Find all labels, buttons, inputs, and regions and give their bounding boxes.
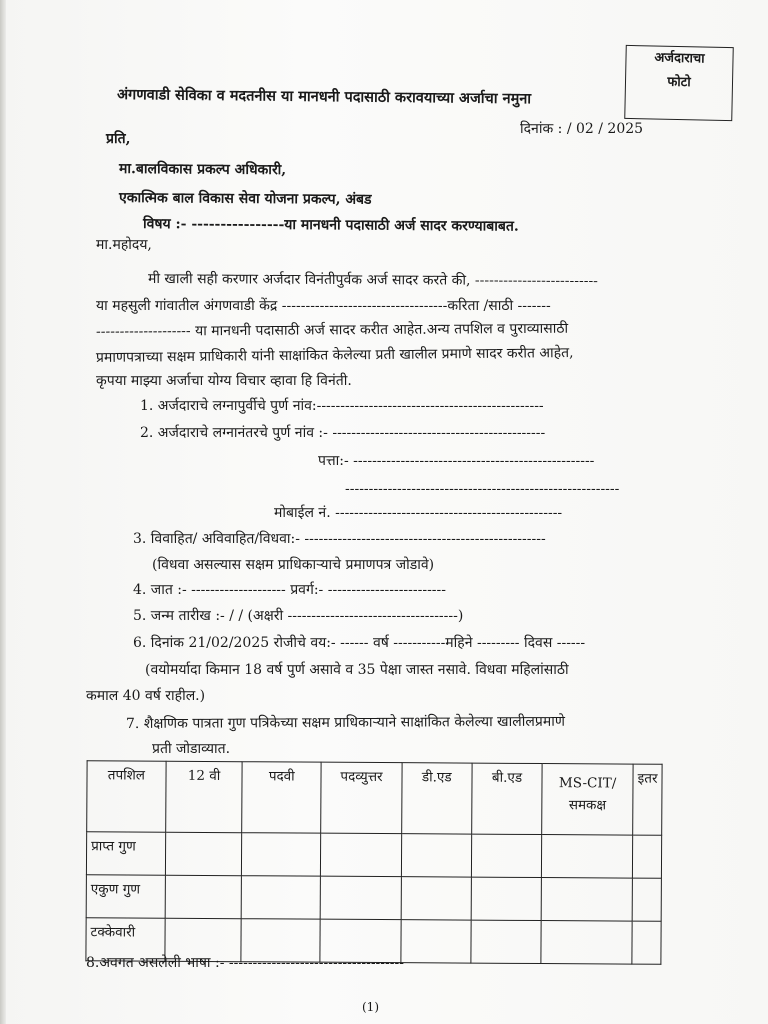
table-cell — [471, 834, 541, 877]
table-header-cell: पदव्युत्तर — [321, 762, 402, 833]
item-4-caste-category: 4. जात :- -------------------- प्रवर्ग:- ------------------------- — [133, 582, 446, 598]
addressee-line-1: मा.बालविकास प्रकल्प अधिकारी, — [118, 161, 287, 179]
table-cell — [471, 920, 541, 963]
table-cell — [633, 835, 662, 878]
item-2-name-after-marriage: 2. अर्जदाराचे लग्नानंतरचे पुर्ण नांव :- --------------------------------------------- — [140, 425, 546, 441]
table-cell — [632, 921, 661, 964]
table-cell — [401, 920, 471, 963]
item-3-marital-status: 3. विवाहित/ अविवाहित/विधवा:- --------------------------------------------------- — [133, 531, 546, 547]
paper-edge-shadow — [0, 0, 6, 1024]
subject-line: विषय :- ----------------या मानधनी पदासाठी अर्ज सादर करण्याबाबत. — [142, 216, 519, 235]
table-row — [86, 832, 661, 879]
table-cell — [541, 921, 632, 965]
addressee-line-2: एकात्मिक बाल विकास सेवा योजना प्रकल्प, अंबड — [118, 190, 372, 208]
table-cell — [242, 833, 321, 876]
para-line-5: कृपया माझ्या अर्जाचा योग्य विचार व्हावा हि विनंती. — [96, 373, 352, 389]
table-row-label: एकुण गुण — [86, 875, 165, 918]
table-cell — [401, 834, 471, 877]
item-5-date-of-birth: 5. जन्म तारीख :- / / (अक्षरी ------------------------------------) — [133, 608, 464, 624]
table-header-row — [87, 761, 662, 836]
item-6-note-line-1: (वयोमर्यादा किमान 18 वर्ष पुर्ण असावे व 35 पेक्षा जास्त नसावे. विधवा महिलांसाठी — [145, 662, 569, 678]
table-cell — [471, 877, 541, 920]
address-field-continued: ---------------------------------------------------------- — [345, 481, 620, 497]
table-cell — [165, 875, 242, 918]
item-7-education-line-1: 7. शैक्षणिक पात्रता गुण पत्रिकेच्या सक्षम प्राधिकाऱ्याने साक्षांकित केलेल्या खालीलप्रमाणे — [125, 713, 565, 732]
salutation: प्रति, — [106, 131, 131, 147]
applicant-photo-box — [624, 45, 734, 121]
table-header-cell: पदवी — [242, 762, 321, 833]
table-cell — [321, 833, 402, 876]
table-header-cell: बी.एड — [472, 763, 543, 834]
photo-box-label-2: फोटो — [667, 74, 691, 91]
para-line-2: या महसुली गांवातील अंगणवाडी केंद्र -----------------------------------करिता /साठी ------- — [96, 298, 551, 314]
table-cell — [241, 876, 320, 919]
table-cell — [542, 835, 633, 879]
table-header-cell: 12 वी — [165, 761, 242, 832]
table-row-label: प्राप्त गुण — [86, 832, 165, 875]
table-header-cell: MS-CIT/समकक्ष — [542, 764, 633, 836]
table-header-cell: इतर — [633, 764, 662, 835]
photo-box-label-1: अर्जदाराचा — [654, 50, 705, 67]
table-cell — [541, 878, 632, 922]
form-title: अंगणवाडी सेविका व मदतनीस या मानधनी पदासाठी करावयाच्या अर्जाचा नमुना — [116, 86, 532, 108]
address-field: पत्ता:- --------------------------------------------------- — [318, 453, 595, 469]
date-line: दिनांक : / 02 / 2025 — [520, 121, 644, 137]
table-cell — [320, 876, 401, 919]
table-row-label: टक्केवारी — [86, 918, 165, 961]
table-row — [86, 875, 661, 922]
item-6-note-line-2: कमाल 40 वर्ष राहील.) — [86, 688, 206, 704]
mobile-field: मोबाईल नं. ------------------------------------------------ — [274, 505, 563, 521]
item-7-education-line-2: प्रती जोडाव्यात. — [152, 741, 231, 757]
page-number: (1) — [362, 1000, 379, 1014]
table-cell — [165, 832, 242, 875]
item-3-note: (विधवा असल्यास सक्षम प्राधिकाऱ्याचे प्रमाणपत्र जोडावे) — [152, 557, 435, 573]
education-marks-table — [85, 760, 662, 965]
item-6-age: 6. दिनांक 21/02/2025 रोजीचे वय:- ------ वर्ष -----------महिने --------- दिवस ------ — [133, 635, 586, 651]
table-cell — [401, 877, 471, 920]
item-1-name-before-marriage: 1. अर्जदाराचे लग्नापुर्वीचे पुर्ण नांव:------------------------------------------------ — [140, 398, 544, 414]
para-line-3: -------------------- या मानधनी पदासाठी अर्ज सादर करीत आहेत.अन्य तपशिल व पुराव्यासाठी — [95, 320, 569, 340]
greeting: मा.महोदय, — [96, 237, 152, 253]
para-line-4: प्रमाणपत्राच्या सक्षम प्राधिकारी यांनी साक्षांकित केलेल्या प्रती खालील प्रमाणे सादर करीत आहेत, — [95, 344, 574, 366]
table-header-cell: तपशिल — [87, 761, 166, 832]
table-header-cell: डी.एड — [401, 763, 472, 834]
item-8-languages-known: 8.अवगत असलेली भाषा :- ------------------------------------- — [86, 955, 404, 971]
para-line-1: मी खाली सही करणार अर्जदार विनंतीपुर्वक अर्ज सादर करते की, -------------------------- — [147, 271, 598, 290]
table-cell — [632, 878, 661, 921]
